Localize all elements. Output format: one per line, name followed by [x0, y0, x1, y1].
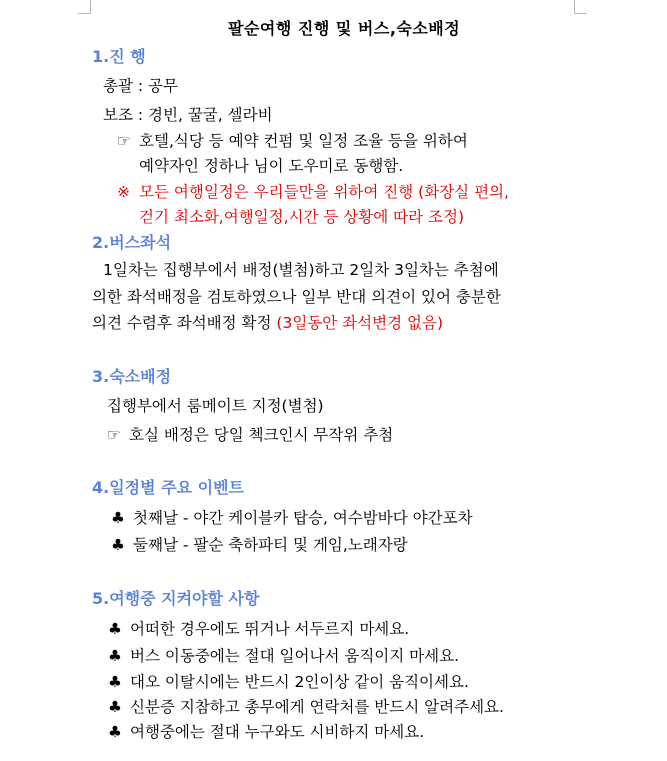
event-item — [111, 508, 473, 528]
rule-item — [108, 672, 469, 692]
event-text: 둘째날 - 팔순 축하파티 및 게임,노래자랑 — [133, 536, 408, 554]
crop-mark-right-vertical — [574, 0, 575, 13]
crop-mark-left-vertical — [90, 0, 91, 13]
club-icon: ♣ — [108, 698, 122, 716]
pointing-hand-icon: ☞ — [107, 426, 121, 444]
club-icon: ♣ — [108, 723, 122, 741]
bus-seat-note: (3일동안 좌석변경 없음) — [276, 314, 443, 332]
club-icon: ♣ — [111, 509, 125, 527]
rule-item — [108, 697, 504, 717]
room-note-line — [107, 425, 393, 445]
warning-line-1 — [117, 182, 509, 202]
rule-text: 신분증 지참하고 총무에게 연락처를 반드시 알려주세요. — [130, 698, 504, 716]
note-text-1: 호텔,식당 등 예약 컨펌 및 일정 조율 등을 위하여 — [139, 132, 468, 150]
bus-seat-line-2: 의한 좌석배정을 검토하였으나 일부 반대 의견이 있어 충분한 — [92, 288, 501, 306]
rule-text: 여행중에는 절대 누구와도 시비하지 마세요. — [130, 723, 425, 741]
section-2-heading: 2.버스좌석 — [92, 233, 172, 252]
bus-seat-line-1: 1일차는 집행부에서 배정(별첨)하고 2일차 3일차는 추첨에 — [103, 261, 499, 279]
general-manager: 총괄 : 공무 — [103, 77, 178, 95]
bus-seat-text: 의견 수렴후 좌석배정 확정 — [92, 314, 277, 332]
bus-seat-line-3 — [92, 313, 443, 333]
crop-mark-left-horizontal — [78, 13, 91, 14]
pointing-hand-icon: ☞ — [117, 132, 131, 150]
section-4-heading: 4.일정별 주요 이벤트 — [92, 478, 244, 497]
event-text: 첫째날 - 야간 케이블카 탑승, 여수밤바다 야간포차 — [133, 509, 473, 527]
section-3-heading: 3.숙소배정 — [92, 367, 172, 386]
rule-text: 대오 이탈시에는 반드시 2인이상 같이 움직이세요. — [130, 673, 469, 691]
rule-item — [108, 646, 459, 666]
section-1-heading: 1.진 행 — [92, 47, 146, 66]
event-item — [111, 535, 408, 555]
reference-mark-icon: ※ — [117, 183, 130, 201]
rule-text: 버스 이동중에는 절대 일어나서 움직이지 마세요. — [130, 647, 460, 665]
section-5-heading: 5.여행중 지켜야할 사항 — [92, 589, 260, 608]
rule-text: 어떠한 경우에도 뛰거나 서두르지 마세요. — [130, 620, 410, 638]
note-line-1 — [117, 131, 468, 151]
assistants: 보조 : 경빈, 꿀굴, 셀라비 — [103, 106, 273, 124]
rule-item — [108, 722, 424, 742]
room-assignment-line: 집행부에서 룸메이트 지정(별첨) — [107, 397, 324, 415]
warning-line-2: 걷기 최소화,여행일정,시간 등 상황에 따라 조정) — [139, 208, 465, 226]
club-icon: ♣ — [108, 620, 122, 638]
club-icon: ♣ — [108, 647, 122, 665]
club-icon: ♣ — [111, 536, 125, 554]
warning-text-1: 모든 여행일정은 우리들만을 위하여 진행 (화장실 편의, — [139, 183, 509, 201]
rule-item — [108, 619, 409, 639]
crop-mark-right-horizontal — [574, 13, 587, 14]
note-line-2: 예약자인 정하나 님이 도우미로 동행함. — [139, 157, 404, 175]
club-icon: ♣ — [108, 673, 122, 691]
room-note-text: 호실 배정은 당일 첵크인시 무작위 추첨 — [129, 426, 394, 444]
document-title: 팔순여행 진행 및 버스,숙소배정 — [228, 19, 461, 38]
